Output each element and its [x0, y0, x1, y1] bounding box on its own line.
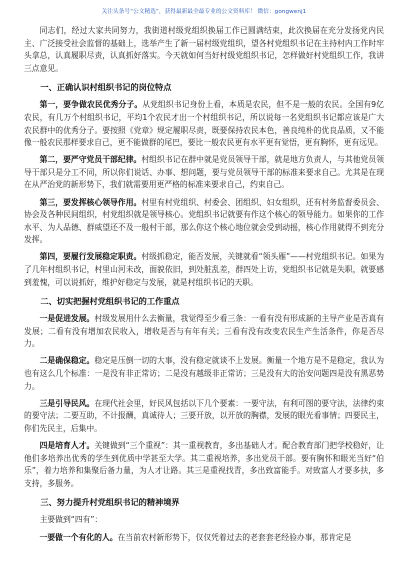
paragraph-four-haves: 主要做到“四有”：: [39, 515, 103, 525]
paragraph-fourth: [24, 251, 384, 289]
header-banner: [0, 0, 408, 22]
section-heading-3: 三、努力提升村党组织书记的精神境界: [40, 497, 180, 508]
paragraph-third: [24, 197, 384, 247]
paragraph-talent: [24, 440, 384, 490]
text-culture: 在当前农村新形势下，仅仅凭着过去的老套套老经验办事，那肯定是: [117, 532, 352, 542]
banner-text[interactable]: 关注头条号“公文精选”，获得最新最全最专业的公文资料库！ 微信：gongwenj1: [101, 9, 307, 15]
lead-first: 第一，要争做农民优秀分子。: [39, 100, 143, 110]
section-heading-1: 一、正确认识村组织书记的岗位特点: [40, 82, 172, 93]
lead-third: 第三，要发挥核心领导作用。: [39, 197, 142, 207]
lead-second: 第二，要严守党员干部纪律。: [39, 155, 142, 165]
paragraph-develop: [24, 313, 384, 351]
text-develop: 村级发展用什么去衡量，我觉得至少看三条：一看有没有形成新的主导产业是否真有发展；二看有没有增加农民收入，增收是否与有年有关；三看有没有改变农民生产生活条件，你是否尽力。: [24, 314, 384, 349]
paragraph-stability: [24, 355, 384, 393]
paragraph-second: [24, 154, 384, 192]
text-second: 村组织书记在群中就是党员领导干部，就是地方负责人，与其他党员领导干部只是分工不同，所以你们说话、办事、想问题，要与党员领导干部的标准来要求自己。尤其是在现在从严治党的新形势下，我们就需要用更严格的标准来要求自己，约束自己。: [24, 155, 384, 190]
lead-talent: 四是培育人才。: [39, 441, 95, 451]
paragraph-folkways: [24, 398, 384, 436]
lead-folkways: 三是引导民风。: [39, 398, 95, 408]
paragraph-culture: [24, 532, 384, 545]
text-stability: 稳定是压倒一切的大事，没有稳定就谈不上发展。衡量一个地方是不是稳定，我认为也有这么几个标准：一是没有非正常访；二是没有越级非正常访；三是没有大的治安问题四是没有黑恶势力。: [24, 356, 384, 391]
text-third: 村里有村党组织、村委会、团组织、妇女组织，还有村务监督委员会、协会及各种民间组织，村党组织就是领导核心。党组织书记就要有作这个核心的领导能力。如果你的工作水平、为人品德、群威望还不及一般村干部，那么你这个核心地位就会受到动摇，核心作用就得不到充分发挥。: [24, 197, 384, 245]
intro-paragraph: 同志们，经过大家共同努力，我街道村级党组织换届工作已圆满结束，此次换届在充分发扬党内民主、广泛接受社会监督的基础上，选举产生了新一届村级党组织，望各村党组织书记在主持村内工作时牢头拿总，认真履职尽责，认真抓好落实。今天就如何当好村级党组织书记，怎样做好村党组织工作，我讲三点意见。: [24, 26, 384, 73]
lead-develop: 一是促进发展。: [39, 314, 95, 324]
text-fourth: 村级抓稳定，能否发展，关键就看“领头雁”——村党组织书记。如果为了几年村组织书记，村里山河未改，面貌依旧，到处脏乱差，群四处上访，党组织书记就是失职，就要感到羞愧，可以说抓好，维护好稳定与发展，就是村组织书记的天职。: [24, 252, 384, 287]
document-body: [0, 22, 408, 544]
text-talent: 关键做到“三个重视”：其一重视教育，多出基础人才。配合教育部门把学校稳好，让他们多培养出优秀的学生到优质中学甚至大学。其二重视培养，多出党员干部。要有胸怀和眼光当好“伯乐”，着力培养和集聚后备力量，为人才让路。其三是重视找青，多出致富能手。对致富人才要多扶，多支持，多服务。: [24, 441, 384, 488]
text-folkways: 在现代社会里，好民风包括以下几个要素：一要守法，有利可图的要守法，法律约束的要守法；二要互助，不计报酬，真诚待人；三要开放，以开放的胸襟，发展的眼光看事情；四要民主，你们先民主，后集中。: [24, 398, 384, 433]
lead-culture: 一要做一个有化的人。: [39, 532, 118, 542]
text-first: 从党组织书记身份上看，本质是农民，但不是一般的农民。全国有9亿农民，有几万个村组织书记，平均1个农民才出一个村组织书记，所以说每一名党组织书记都应该是广大农民群中的优秀分子。要按照《党章》规定履职尽责，既要保持农民本色，善良纯朴的优良品质，又不能像一般农民那样要求自己，更不能做群的尾巴，要比一般农民更有水平更有觉悟，更有胸怀，更有远见。: [24, 100, 384, 148]
section-heading-2: 二、切实把握村党组织书记的工作重点: [40, 296, 180, 307]
lead-fourth: 第四，要履行发展稳定职责。: [39, 252, 142, 262]
paragraph-first: [24, 99, 384, 149]
lead-stability: 二是确保稳定。: [39, 356, 95, 366]
